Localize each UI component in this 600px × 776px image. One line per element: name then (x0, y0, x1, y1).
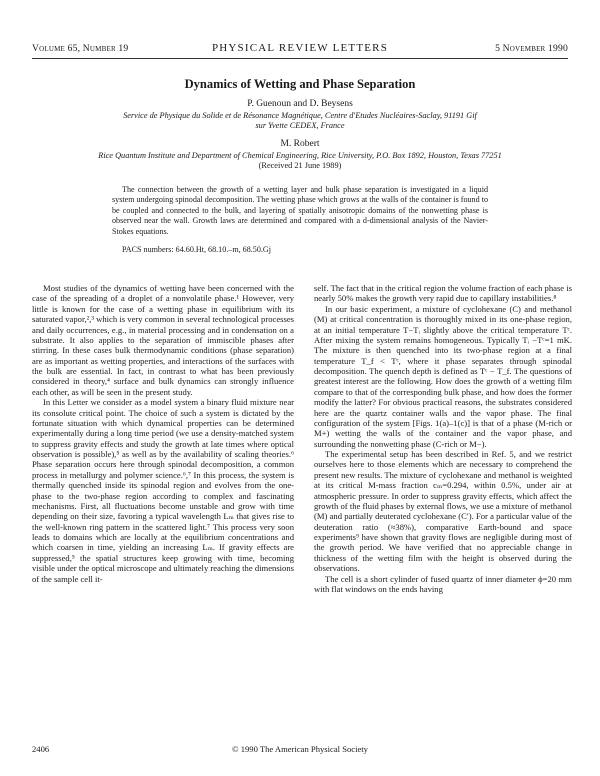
copyright-notice: © 1990 The American Physical Society (232, 744, 368, 754)
affiliation-second-group: Rice Quantum Institute and Department of Chemical Engineering, Rice University, P.O. Box 1892, Houston, Texas 77251 (98, 151, 502, 160)
paragraph: In this Letter we consider as a model system a binary fluid mixture near its consolute critical point. The choice of such a system is dictated by the fortunate situation with which dynamical properties can be determined experimentally during a long time period (we use a density-matched system to suppress gravity effects and study the growth at late times where optical observation is possible),⁵ as well as by the availability of scaling theories.⁶ Phase separation occurs here through spinodal decomposition, a common process in metallurgy and polymer science.⁶,⁷ In this process, the system is thermally quenched inside its spinodal region and evolves from the one-phase to the two-phase region according to complex and fascinating mechanisms. First, all fluctuations become unstable and grow with time depending on their size, favoring a typical wavelength Lₘ that gives rise to the well-known ring pattern in the scattered light.⁷ This process very soon leads to domains which are locally at the equilibrium concentrations and which coarsen in time, yielding an increasing Lₘ. If gravity effects are suppressed,⁵ the spatial structures keep growing with time, becoming visible under the optical microscope and ultimately reaching the dimensions of the sample cell it- (32, 397, 294, 584)
header-rule (32, 58, 568, 59)
running-header (32, 43, 568, 57)
page-number: 2406 (32, 744, 50, 754)
paragraph: The experimental setup has been described in Ref. 5, and we restrict ourselves here to those elements which are necessary to comprehend the present new results. The mixture of cyclohexane and methanol is weighted at its critical M-mass fraction cₘ=0.294, within 0.5%, under air at atmospheric pressure. In order to suppress gravity effects, which affect the growth of the fluid phases by external flows, we use a mixture of methanol (M) and partially deuterated cyclohexane (C′). For a particular value of the deuteration ratio (≈38%), comparative Earth-bound and space experiments⁹ have shown that gravity flows are negligible during most of the growth period. We have verified that no appreciable change in thickness of the wetting film with the height is observed during the observations. (314, 449, 572, 574)
paragraph: In our basic experiment, a mixture of cyclohexane (C) and methanol (M) at critical concentration is thoroughly mixed in its one-phase region, at an initial temperature T−Tᵢ slightly above the critical temperature Tᶜ. After mixing the system remains homogeneous. Typically Tᵢ −Tᶜ=1 mK. The mixture is then quenched into its two-phase region at a final temperature T_f < Tᶜ, where it phase separates through spinodal decomposition. The quench depth is defined as Tᶜ − T_f. The questions of greatest interest are the following. How does the growth of a wetting film compare to that of the corresponding bulk phase, and how does the former modify the latter? For obvious practical reasons, the substrates considered here are the quartz container walls and the vapor phase. The final configuration of the system [Figs. 1(a)–1(c)] is that of a phase (M-rich or M+) wetting the walls of the container and the vapor phase, and surrounding the nonwetting phase (C-rich or M−). (314, 303, 572, 449)
paragraph-continued: self. The fact that in the critical region the volume fraction of each phase is nearly 50% makes the growth very rapid due to capillary instabilities.⁸ (314, 283, 572, 304)
authors-second-group: M. Robert (280, 139, 320, 149)
issue-date: 5 November 1990 (495, 43, 568, 54)
journal-name: PHYSICAL REVIEW LETTERS (211, 42, 389, 54)
body-column-right (314, 283, 572, 594)
article-title: Dynamics of Wetting and Phase Separation (184, 77, 416, 91)
authors-first-group: P. Guenoun and D. Beysens (247, 99, 353, 109)
paragraph: The cell is a short cylinder of fused quartz of inner diameter ϕ=20 mm with flat windows on the ends having (314, 573, 572, 594)
affiliation-first-group: Service de Physique du Solide et de Résonance Magnétique, Centre d'Etudes Nucléaires-Saclay, 91191 Gif sur Yvette CEDEX, France (123, 111, 477, 130)
body-column-left (32, 283, 294, 584)
pacs-numbers: PACS numbers: 64.60.Ht, 68.10.–m, 68.50.Gj (122, 245, 271, 254)
page-footer (32, 744, 568, 756)
received-date: (Received 21 June 1989) (258, 161, 342, 170)
paragraph: Most studies of the dynamics of wetting have been concerned with the case of the spreading of a droplet of a nonvolatile phase.¹ However, very little is known for the case of a wetting phase in equilibrium with its saturated vapor,²,³ which is very common in several technological processes and daily occurrences, e.g., in material processing and in condensation on a substrate. It also applies to the separation of immiscible phases after stirring. In these cases bulk thermodynamic conditions (phase separation) are as important as wetting properties, and interactions of the surfaces with the bulk are essential. In fact, in contrast to what has been previously considered in theory,⁴ surface and bulk dynamics can strongly influence each other, as will be seen in the present study. (32, 283, 294, 397)
volume-number: Volume 65, Number 19 (32, 43, 129, 54)
abstract: The connection between the growth of a wetting layer and bulk phase separation is investigated in a liquid system undergoing spinodal decomposition. The wetting phase which grows at the walls of the container is found to be coupled and connected to the bulk, and layering of spatially anisotropic domains of the nonwetting phase is observed near the wall. Growth laws are determined and compared with a d-dimensional analysis of the Navier-Stokes equations. (112, 185, 488, 236)
